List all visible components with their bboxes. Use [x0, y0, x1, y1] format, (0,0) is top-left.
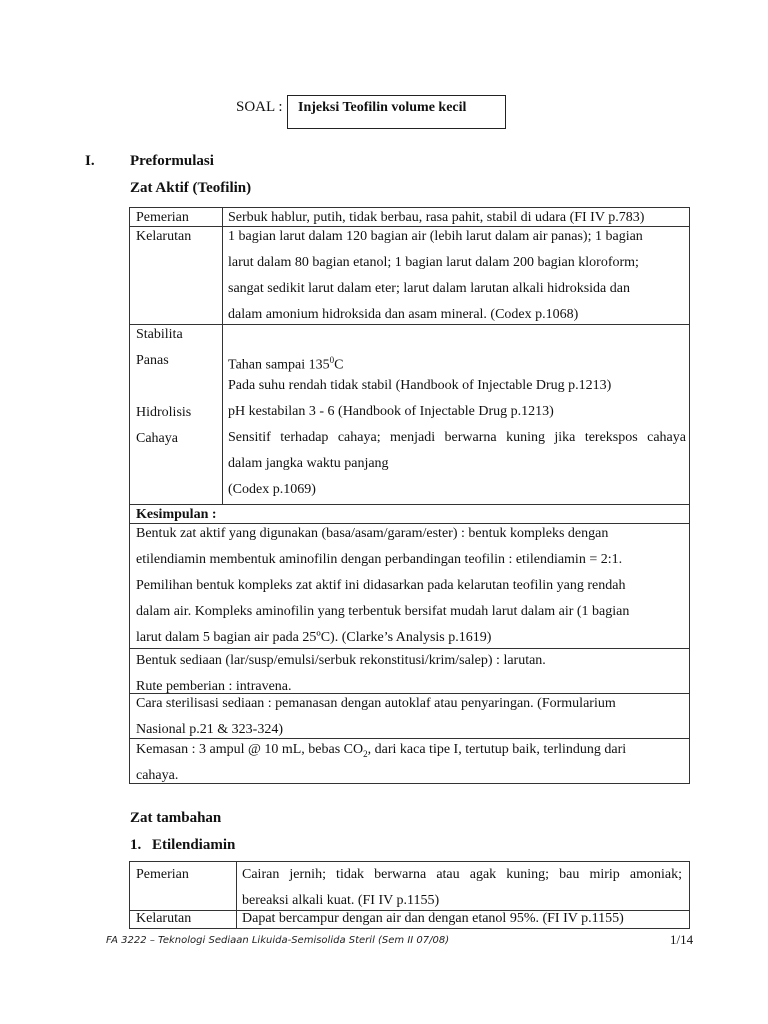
soal-label: SOAL : [236, 99, 283, 115]
soal-title-box [287, 95, 506, 129]
section-title: Preformulasi [130, 153, 214, 169]
table-row-stabilita [130, 325, 689, 505]
page-number: 1/14 [670, 932, 694, 947]
table-row-kemasan [130, 739, 689, 784]
subsection-title: Zat Aktif (Teofilin) [130, 180, 252, 196]
sterilisasi-text: Cara sterilisasi sediaan : pemanasan dengan autoklaf atau penyaringan. (Formularium Nasional p.21 & 323-324) [136, 696, 616, 737]
etilendiamin-heading [130, 837, 235, 854]
row-label: Kelarutan [136, 229, 192, 244]
soal-title: Injeksi Teofilin volume kecil [298, 100, 467, 115]
etilendiamin-table [129, 861, 690, 929]
row-value: Tahan sampai $135^0C$ Pada suhu rendah tidak stabil (Handbook of Injectable Drug p.1213) pH kestabilan 3 - 6 (Handbook of Injectable Drug p.1213) Sensitif terhadap cahaya; menjadi berwarna kuning jika terekspos cahaya dalam jangka waktu panjang (Codex p.1069) [228, 355, 686, 497]
table-row-kelarutan [130, 227, 689, 325]
row-label: Pemerian [136, 210, 189, 225]
item-number: 1. [130, 837, 142, 853]
footer-course: FA 3222 – Teknologi Sediaan Likuida-Semisolida Steril (Sem II 07/08) [106, 935, 450, 946]
kesimpulan-text: Bentuk zat aktif yang digunakan (basa/asam/garam/ester) : bentuk kompleks dengan etilendiamin membentuk aminofilin dengan perbandingan teofilin : etilendiamin = 2:1. Pemilihan bentuk kompleks zat aktif ini didasarkan pada kelarutan teofilin yang rendah dalam air. Kompleks aminofilin yang terbentuk bersifat mudah larut dalam air (1 bagian larut dalam 5 bagian air pada 25ºC). (Clarke’s Analysis p.1619) [136, 526, 630, 645]
bentuk-sediaan-text: Bentuk sediaan (lar/susp/emulsi/serbuk rekonstitusi/krim/salep) : larutan. Rute pemberian : intravena. [136, 653, 546, 694]
row-value: 1 bagian larut dalam 120 bagian air (lebih larut dalam air panas); 1 bagian larut dalam 80 bagian etanol; 1 bagian larut dalam 200 bagian kloroform; sangat sedikit larut dalam eter; larut dalam larutan alkali hidroksida dan dalam amonium hidroksida dan asam mineral. (Codex p.1068) [228, 229, 643, 322]
item-name: Etilendiamin [152, 837, 236, 853]
table-row-kelarutan [130, 911, 689, 929]
row-label: Kelarutan [136, 911, 192, 926]
section-number: I. [85, 153, 95, 169]
kemasan-text: Kemasan : 3 ampul @ 10 mL, bebas $CO_2$, dari kaca tipe I, tertutup baik, terlindung dari cahaya. [136, 742, 627, 783]
row-value: Dapat bercampur dengan air dan dengan etanol 95%. (FI IV p.1155) [242, 911, 624, 926]
table-row-pemerian [130, 862, 689, 911]
row-value: Serbuk hablur, putih, tidak berbau, rasa pahit, stabil di udara (FI IV p.783) [228, 210, 645, 225]
table-row-kesimpulan [130, 524, 689, 649]
row-label: Stabilita Panas Hidrolisis Cahaya [136, 327, 192, 446]
table-row-bentuk-sediaan [130, 649, 689, 694]
row-label: Pemerian [136, 867, 189, 882]
zat-aktif-table [129, 207, 690, 784]
row-value: Cairan jernih; tidak berwarna atau agak kuning; bau mirip amoniak; bereaksi alkali kuat. (FI IV p.1155) [242, 867, 682, 908]
table-row-sterilisasi [130, 694, 689, 739]
zat-tambahan-title: Zat tambahan [130, 810, 222, 826]
kesimpulan-label: Kesimpulan : [136, 507, 217, 522]
